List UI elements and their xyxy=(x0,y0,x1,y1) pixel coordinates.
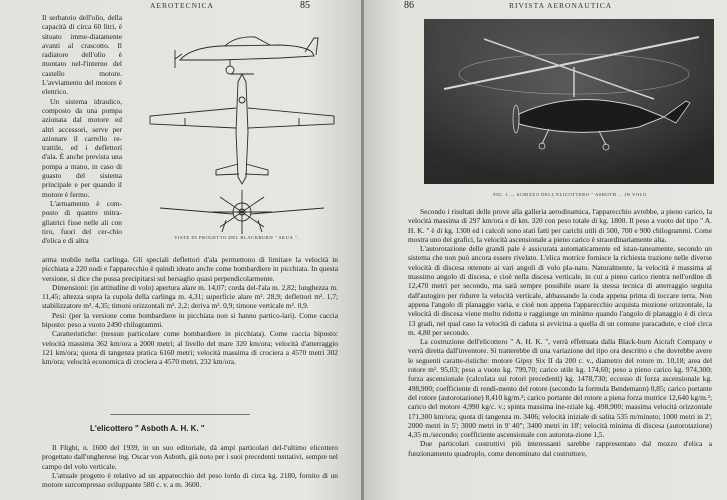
helicopter-sketch xyxy=(424,19,714,184)
section-text xyxy=(42,443,338,489)
column-paragraph: L'armamento è com-posto di quattro mitra-gliatrici fisse nelle ali con tiro, fuori del cer-chio d'elica e di altra xyxy=(42,198,122,246)
body-paragraph: Secondo i risultati delle prove alla galleria aerodinamica, l'apparecchio avrebbe, a pieno carico, la velocità massima di 297 km/ora e di km. 320 con peso totale di kg. 1800. Il peso a vuoto del tipo " A. H. K. " è di kg. 1300 ed i calcoli sono stati fatti per carichi utili di 500, 700 e 900 chilogrammi. Come mostra uno dei grafici, la velocità ascensionale a pieno carico è straordinariamente alta. xyxy=(408,207,712,244)
section-divider xyxy=(110,414,250,415)
left-running-head: AEROTECNICA xyxy=(150,1,214,10)
column-paragraph: Un sistema idraulico, composto da una pompa azionata dal motore ed altri accessori, serve per azionare il carrello re-trattile, ed i deflettori d'ala. È anche prevista una pompa a mano, in caso di guasto del sistema principale e per quando il motore è fermo. xyxy=(42,96,122,199)
right-page-number: 86 xyxy=(404,0,414,11)
body-paragraph: arma mobile nella carlinga. Gli speciali deflettori d'ala permettono di limitare la velocità in picchiata a 220 nodi e l'apparecchio è quindi ideato anche come bombardiere in picchiata. In questa versione, si dice che possa precipitarsi sul bersaglio quasi perpendicolarmente. xyxy=(42,255,338,283)
weights-paragraph: Pesi: (per la versione come bombardiere in picchiata non si hanno partico-lari). Come caccia biposto: peso a vuoto 2490 chilogrammi. xyxy=(42,310,338,330)
section-paragraph: Il Flight, n. 1600 del 1939, in un suo editoriale, dà ampi particolari del-l'ultimo elicottero progettato dall'ungherese ing. Oscar von Asboth, già noto per i suoi precedenti tentativi, sempre nel campo del volo verticale. xyxy=(42,443,338,471)
left-body-text xyxy=(42,255,338,367)
photo-caption: FIG. 1 — SCHIZZO DELL'ELICOTTERO " ASBOTH ... IN VOLO xyxy=(493,192,647,197)
right-running-head: RIVISTA AERONAUTICA xyxy=(509,1,613,10)
left-page xyxy=(0,0,362,500)
left-page-number: 85 xyxy=(300,0,310,11)
helicopter-photo xyxy=(424,19,714,184)
section-heading: L'elicottero " Asboth A. H. K. " xyxy=(90,424,205,433)
left-narrow-column xyxy=(42,13,122,245)
figure-caption: VISTE DI PROGETTO DEL BLACKBURN " SKUA ". xyxy=(174,235,299,240)
body-paragraph: Due particolari costruttivi più interessanti sarebbe rappresentato dal mozzo d'elica a funzionamento quadruplo, come denominato dal costruttore, xyxy=(408,439,712,458)
characteristics-paragraph: Caratteristiche: (nessun particolare come bombardiere in picchiata). Come caccia biposto: velocità massima 362 km/ora a 2000 metri; al livello del mare 320 km/ora; velocità d'atterraggio 121 km/ora; quota di tangenza pratica 6160 metri; velocità massima di crociera a 4570 metri 302 km/ora; velocità economica di crociera a 4570 metri, 232 km/ora. xyxy=(42,329,338,367)
skua-three-view-drawing xyxy=(130,12,345,242)
body-paragraph: L'autorotazione delle grandi pale è assicurata automaticamente ed istan-taneamente, secondo un sistema che non può ancora essere rivelato. L'elica motrice fornisce la richiesta trazione nelle diverse velocità di discesa ottenute ai vari angoli di volo pla-nato. Naturalmente, la velocità è massima al massimo angolo di discesa, e cioè nella discesa verticale, in cui a pieno carico rientra nell'ordine di 12,470 metri per secondo, ma sarà sempre possibile usare la stessa tecnica di atterraggio seguita dall'autogiro per ridurre la velocità verticale, abbassando la coda appena prima di toccare terra. Non appena l'angolo di planaggio varia, e cioè non appena l'apparecchio acquista mozione orizzontale, la velocità di discesa viene molto ridotta e raggiunge un minimo quando l'angolo di planaggio è di circa 13 gradi, nel qual caso la velocità di caduta si avvicina a quella di un comune paracadute, e cioè circa m. 4,80 per secondo. xyxy=(408,244,712,337)
dimensions-paragraph: Dimensioni: (in attitudine di volo) apertura alare m. 14,07; corda del-l'ala m. 2,82; lunghezza m. 11,45; altezza sopra la cupola della carlinga m. 4,31; superficie alare m². 28,9; deflettori m². 1,7; stabilizzatore m². 4,35; timoni orizzontali m². 2,2; deriva m². 0,9; timone verticale m². 0,9. xyxy=(42,282,338,311)
section-paragraph: L'attuale progetto è relativo ad un apparecchio del peso lordo di circa kg. 2180, fornito di un motore surcompresso sviluppante 580 c. v. a m. 3600. xyxy=(42,470,338,490)
body-paragraph: La costruzione dell'elicottero " A. H. K. ", verrà effettuata dalla Black-burn Aicraft Company e verrà diretta dall'inventore. Si tratterebbe di una variazione del tipo ora descritto e che dovrebbe avere le seguenti caratte-ristiche: motore Gipsy Six II da 200 c. v., diametro del rotore m. 10,18; area del rotore m². 95,03; peso a vuoto kg. 799,70; carico utile kg. 174,60; peso a pieno carico kg. 974,300; forza ascensionale (calcolata sui rotori precedenti) kg. 1478,730; eccesso di forza ascensionale kg. 498,900; coefficiente di rendi-mento del rotore (secondo la formula Bendemann) 0,85; carico portante del rotore (autorotazione) 8,410 kg/m.²; carico portante del rotore a piena forza motrice 12,640 kg/m.²; carico del motore 4,990 kg/c. v.; spinta massima ine-rziale kg. 498,900; massima velocità orizzontale 171,300 km/ora; quota di tangenza m. 3406; velocità iniziale di salita 535 m/minuto; 1000 metri in 2'; 2000 metri in 5'; 3000 metri in 9' 40"; 3400 metri in 18'; velocità minima di discesa (autorotazione) 4,35 m./secondo; coefficiente ascensionale con autorota-zione 1,5. xyxy=(408,337,712,440)
right-body-text xyxy=(408,207,712,458)
column-paragraph: Il serbatoio dell'olio, della capacità di circa 60 litri, è situato imme-diatamente avanti al crascotto. Il radiatore dell'olio è montato nel-l'interno del castello motore. L'avviamento del motore è elettrico. xyxy=(42,13,122,97)
